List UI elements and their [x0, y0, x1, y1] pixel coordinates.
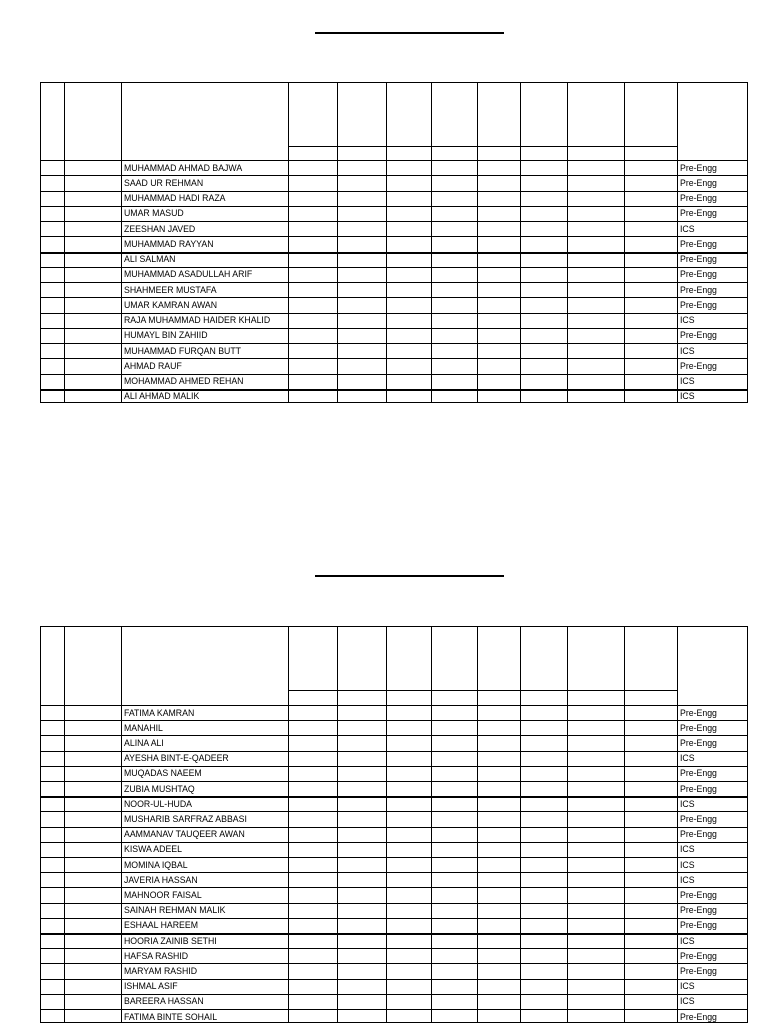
student-name: KISWA ADEEL [124, 844, 182, 856]
student-group: Pre-Engg [680, 950, 717, 962]
student-group: Pre-Engg [680, 238, 717, 250]
column-divider [288, 83, 289, 402]
student-group: ICS [680, 315, 695, 326]
column-divider [677, 83, 678, 402]
student-group: ICS [680, 874, 695, 886]
student-table [40, 82, 748, 403]
column-divider [337, 83, 338, 402]
student-name: AAMMANAV TAUQEER AWAN [124, 829, 245, 841]
column-divider [567, 83, 568, 402]
column-divider [520, 83, 521, 402]
student-name: UMAR KAMRAN AWAN [124, 299, 218, 311]
student-name: ALI SALMAN [124, 254, 176, 265]
student-group: ICS [680, 996, 695, 1008]
student-name: FATIMA KAMRAN [124, 707, 195, 719]
column-divider [477, 83, 478, 402]
student-group: Pre-Engg [680, 162, 717, 174]
student-name: HUMAYL BIN ZAHIID [124, 330, 208, 342]
student-name: HAFSA RASHID [124, 950, 189, 962]
student-name: MUHAMMAD ASADULLAH ARIF [124, 269, 253, 281]
column-divider [431, 83, 432, 402]
student-name: BAREERA HASSAN [124, 996, 204, 1008]
student-group: Pre-Engg [680, 813, 717, 825]
student-group: Pre-Engg [680, 330, 717, 342]
student-group: ICS [680, 223, 695, 235]
student-group: Pre-Engg [680, 889, 717, 901]
student-group: ICS [680, 391, 695, 403]
student-name: SAAD UR REHMAN [124, 177, 204, 189]
student-name: MUSHARIB SARFRAZ ABBASI [124, 813, 247, 825]
student-name: HOORIA ZAINIB SETHI [124, 935, 217, 947]
student-group: Pre-Engg [680, 965, 717, 977]
student-table [40, 626, 748, 1023]
student-group: ICS [680, 345, 695, 357]
student-name: SAINAH REHMAN MALIK [124, 905, 226, 917]
student-group: Pre-Engg [680, 829, 717, 841]
student-group: Pre-Engg [680, 284, 717, 296]
column-divider [121, 83, 122, 402]
student-group: Pre-Engg [680, 208, 717, 220]
student-name: MUQADAS NAEEM [124, 768, 202, 780]
student-group: Pre-Engg [680, 177, 717, 189]
student-name: ALI AHMAD MALIK [124, 391, 200, 403]
student-name: UMAR MASUD [124, 208, 184, 220]
student-name: ALINA ALI [124, 737, 164, 749]
column-divider [386, 83, 387, 402]
student-name: MUHAMMAD HADI RAZA [124, 193, 226, 204]
student-name: NOOR-UL-HUDA [124, 798, 192, 810]
student-name: MUHAMMAD AHMAD BAJWA [124, 162, 243, 174]
student-name: MANAHIL [124, 722, 163, 734]
student-group: Pre-Engg [680, 299, 717, 311]
student-group: Pre-Engg [680, 360, 717, 372]
student-name: FATIMA BINTE SOHAIL [124, 1011, 218, 1023]
student-group: Pre-Engg [680, 269, 717, 281]
section-title-rule [315, 32, 504, 34]
student-group: Pre-Engg [680, 905, 717, 917]
student-name: MAHNOOR FAISAL [124, 889, 202, 901]
student-name: ESHAAL HAREEM [124, 920, 198, 932]
student-group: ICS [680, 798, 695, 810]
student-group: Pre-Engg [680, 707, 717, 719]
student-name: MOMINA IQBAL [124, 859, 188, 871]
header-subrule [288, 690, 677, 691]
student-name: AYESHA BINT-E-QADEER [124, 753, 229, 765]
student-group: Pre-Engg [680, 254, 717, 265]
student-group: ICS [680, 981, 695, 993]
student-name: MARYAM RASHID [124, 965, 198, 977]
student-name: RAJA MUHAMMAD HAIDER KHALID [124, 315, 271, 326]
student-name: AHMAD RAUF [124, 360, 182, 372]
student-group: ICS [680, 753, 695, 765]
student-group: Pre-Engg [680, 722, 717, 734]
student-name: ZUBIA MUSHTAQ [124, 783, 195, 795]
student-name: ISHMAL ASIF [124, 981, 178, 993]
student-group: Pre-Engg [680, 737, 717, 749]
column-divider [64, 83, 65, 402]
student-name: MUHAMMAD FURQAN BUTT [124, 345, 242, 357]
student-group: Pre-Engg [680, 768, 717, 780]
header-subrule [288, 146, 677, 147]
student-name: MOHAMMAD AHMED REHAN [124, 376, 244, 387]
student-group: ICS [680, 859, 695, 871]
student-name: SHAHMEER MUSTAFA [124, 284, 217, 296]
student-group: ICS [680, 376, 695, 387]
column-divider [624, 83, 625, 402]
student-group: ICS [680, 844, 695, 856]
section-title-rule [315, 575, 504, 577]
student-name: JAVERIA HASSAN [124, 874, 198, 886]
student-group: Pre-Engg [680, 1011, 717, 1023]
student-name: ZEESHAN JAVED [124, 223, 196, 235]
student-group: ICS [680, 935, 695, 947]
student-group: Pre-Engg [680, 193, 717, 204]
student-group: Pre-Engg [680, 920, 717, 932]
student-name: MUHAMMAD RAYYAN [124, 238, 214, 250]
student-group: Pre-Engg [680, 783, 717, 795]
